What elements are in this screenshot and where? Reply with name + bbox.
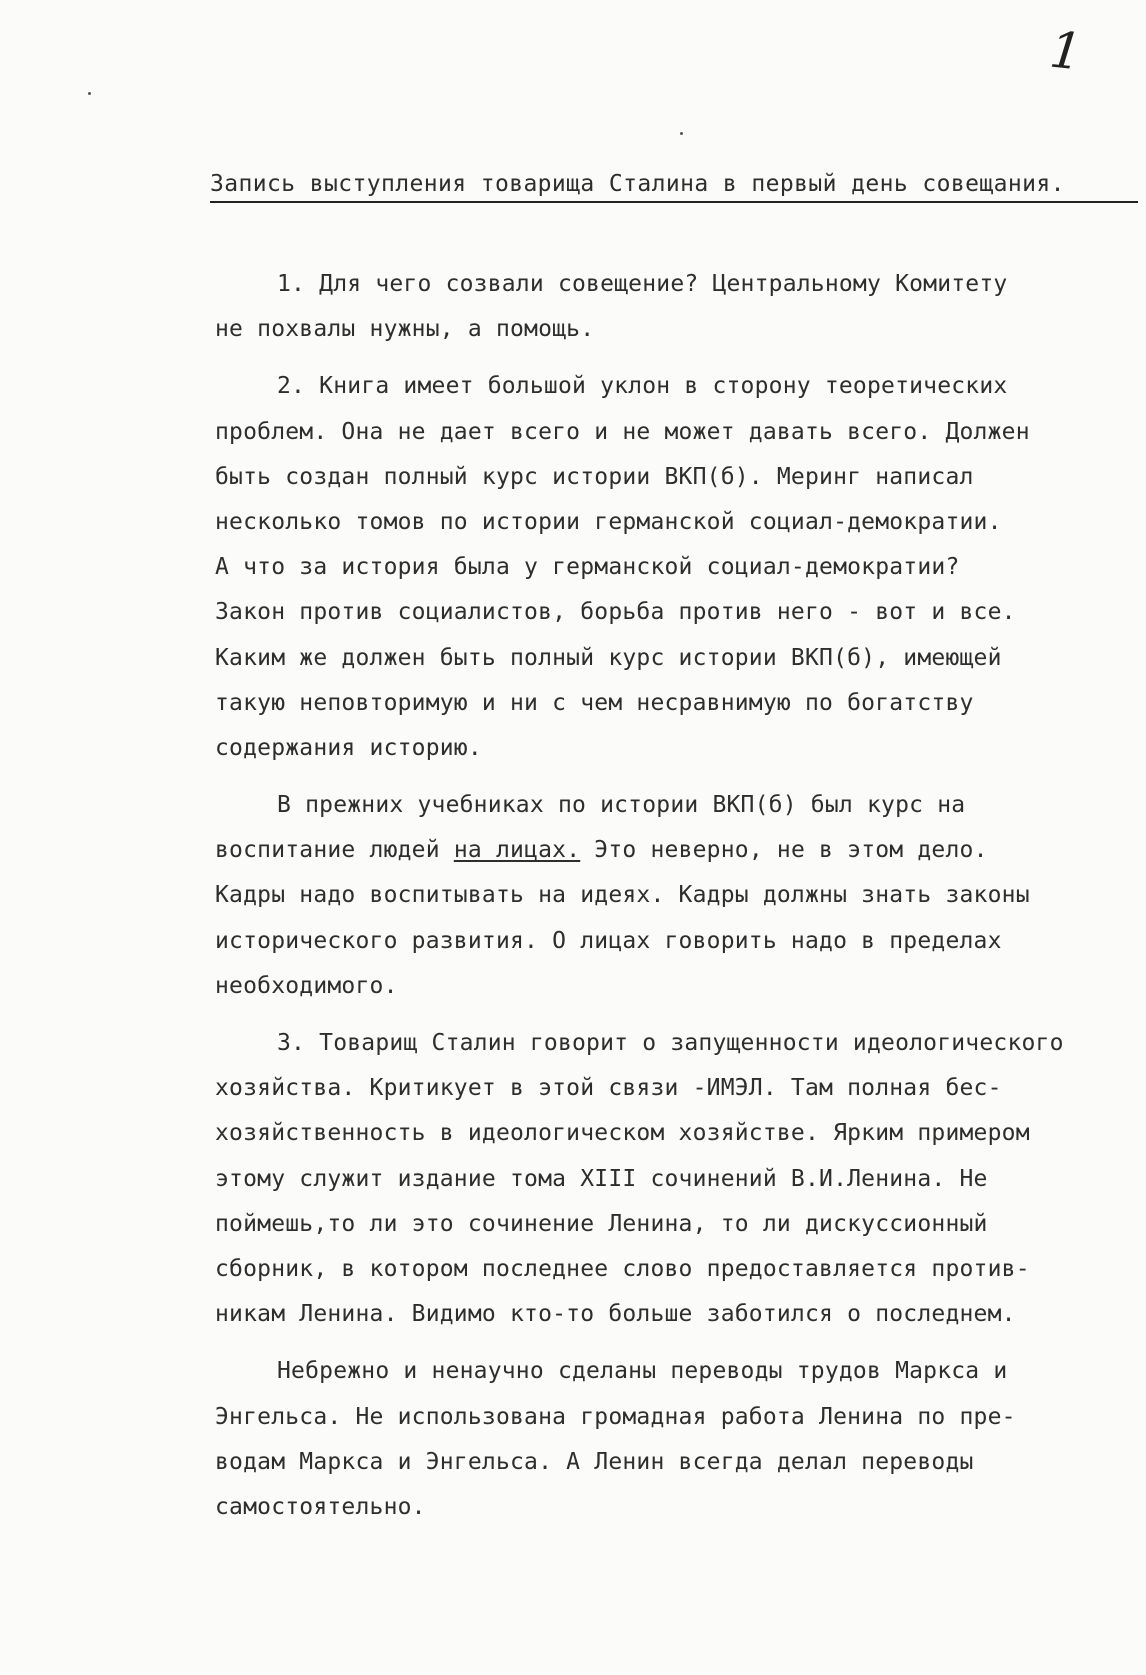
text-line: быть создан полный курс истории ВКП(б). Меринг написал bbox=[215, 463, 974, 490]
text-line: 3. Товарищ Сталин говорит о запущенности идеологического bbox=[277, 1030, 1064, 1056]
text-line: водам Маркса и Энгельса. А Ленин всегда делал переводы bbox=[215, 1448, 974, 1475]
text-line: 1. Для чего созвали совещение? Центральному Комитету bbox=[277, 271, 1008, 297]
text-line: хозяйства. Критикует в этой связи -ИМЭЛ. Там полная бес- bbox=[215, 1075, 1002, 1102]
text-line: Небрежно и ненаучно сделаны переводы трудов Маркса и bbox=[277, 1358, 1008, 1385]
text-line: Каким же должен быть полный курс истории ВКП(б), имеющей bbox=[215, 644, 1002, 671]
text-line: такую неповторимую и ни с чем несравнимую по богатству bbox=[215, 689, 974, 716]
page-number: 1 bbox=[1047, 20, 1085, 82]
underlined-phrase: на лицах. bbox=[453, 837, 581, 864]
paper-speck bbox=[680, 132, 683, 135]
text-fragment: Это неверно, не в этом дело. bbox=[580, 837, 988, 864]
text-line: самостоятельно. bbox=[215, 1493, 426, 1520]
text-line: содержания историю. bbox=[215, 734, 482, 761]
text-line: никам Ленина. Видимо кто-то больше заботился о последнем. bbox=[215, 1301, 1016, 1328]
document-body bbox=[215, 262, 1115, 1530]
paragraph-gap bbox=[215, 771, 1115, 783]
text-line: сборник, в котором последнее слово предоставляется против- bbox=[215, 1255, 1030, 1282]
text-line: Закон против социалистов, борьба против него - вот и все. bbox=[215, 599, 1016, 626]
text-line bbox=[215, 828, 1115, 873]
text-fragment: воспитание людей bbox=[215, 837, 454, 864]
document-title: Запись выступления товарища Сталина в первый день совещания. bbox=[210, 167, 1138, 203]
text-line: несколько томов по истории германской социал-демократии. bbox=[215, 508, 1002, 535]
text-line: этому служит издание тома XIII сочинений В.И.Ленина. Не bbox=[215, 1165, 988, 1192]
text-line: Энгельса. Не использована громадная работа Ленина по пре- bbox=[215, 1403, 1016, 1430]
text-line: В прежних учебниках по истории ВКП(б) был курс на bbox=[277, 792, 966, 819]
paragraph-gap bbox=[215, 1337, 1115, 1349]
text-line: проблем. Она не дает всего и не может давать всего. Должен bbox=[215, 418, 1030, 445]
paper-speck bbox=[88, 92, 91, 95]
text-line: необходимого. bbox=[215, 972, 398, 999]
paragraph-gap bbox=[215, 1009, 1115, 1021]
text-line: 2. Книга имеет большой уклон в сторону теоретических bbox=[277, 373, 1008, 400]
text-line: не похвалы нужны, а помощь. bbox=[215, 316, 595, 343]
text-line: хозяйственность в идеологическом хозяйстве. Ярким примером bbox=[215, 1120, 1030, 1147]
paragraph-gap bbox=[215, 352, 1115, 364]
text-line: исторического развития. О лицах говорить надо в пределах bbox=[215, 927, 1002, 954]
text-line: Кадры надо воспитывать на идеях. Кадры должны знать законы bbox=[215, 882, 1030, 909]
text-line: поймешь,то ли это сочинение Ленина, то ли дискуссионный bbox=[215, 1210, 988, 1237]
text-line: А что за история была у германской социал-демократии? bbox=[215, 554, 960, 581]
